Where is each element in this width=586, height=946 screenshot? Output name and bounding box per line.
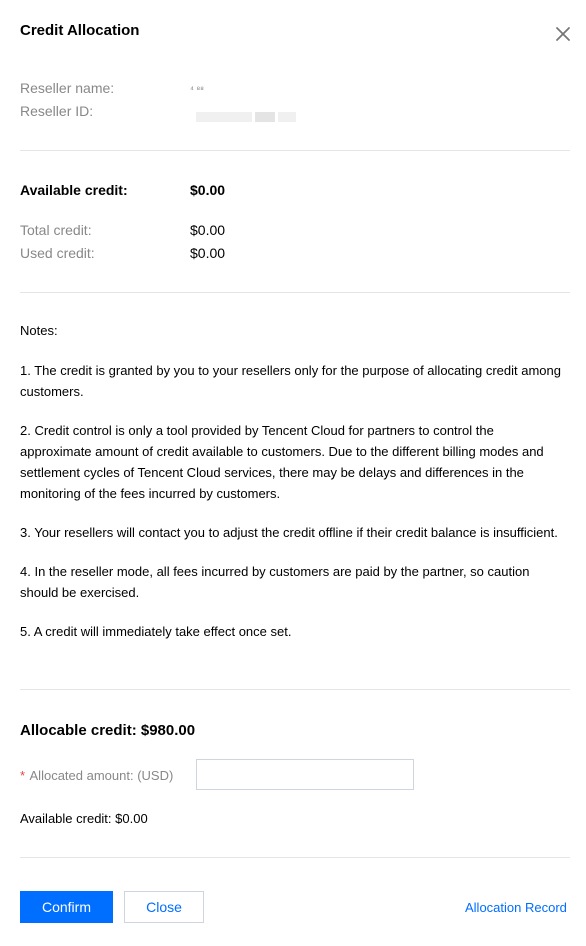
close-button[interactable]: Close (124, 891, 204, 923)
amount-label: Allocated amount: (USD) (29, 768, 174, 783)
note-item: 4. In the reseller mode, all fees incurred by customers are paid by the partner, so caution should be exercised. (20, 564, 530, 600)
available-credit-note: Available credit: $0.00 (20, 811, 148, 826)
redacted-reseller-id (196, 112, 252, 122)
divider (20, 150, 570, 151)
confirm-button[interactable]: Confirm (20, 891, 113, 923)
divider (20, 689, 570, 690)
required-mark: * (20, 768, 26, 783)
reseller-name-value: ⁴ ⁸⁸ (190, 84, 204, 94)
available-credit-value: $0.00 (190, 182, 226, 198)
note-item: 1. The credit is granted by you to your resellers only for the purpose of allocating credit among customers. (20, 363, 561, 399)
note-item: 2. Credit control is only a tool provided by Tencent Cloud for partners to control the approximate amount of credit available to customers. Due to the different billing modes and settlement cycles of Tencent Cloud services, there may be delays and differences in the monitoring of the fees incurred by customers. (20, 423, 544, 501)
redacted-reseller-id (278, 112, 296, 122)
amount-field-label (20, 767, 173, 785)
available-credit-label: Available credit: (20, 182, 128, 198)
allocated-amount-input[interactable] (196, 759, 414, 790)
allocable-credit-title: Allocable credit: $980.00 (20, 722, 196, 739)
allocation-record-link[interactable]: Allocation Record (465, 900, 567, 915)
dialog-title: Credit Allocation (20, 22, 140, 39)
notes-heading: Notes: (20, 323, 58, 338)
note-item: 5. A credit will immediately take effect once set. (20, 624, 292, 639)
close-icon[interactable] (553, 24, 573, 44)
redacted-reseller-id (255, 112, 275, 122)
note-item: 3. Your resellers will contact you to adjust the credit offline if their credit balance is insufficient. (20, 525, 558, 540)
used-credit-label: Used credit: (20, 245, 95, 261)
reseller-id-label: Reseller ID: (20, 103, 94, 119)
total-credit-label: Total credit: (20, 222, 92, 238)
divider (20, 857, 570, 858)
notes-section (20, 320, 568, 660)
divider (20, 292, 570, 293)
total-credit-value: $0.00 (190, 222, 226, 238)
used-credit-value: $0.00 (190, 245, 226, 261)
reseller-name-label: Reseller name: (20, 80, 115, 96)
